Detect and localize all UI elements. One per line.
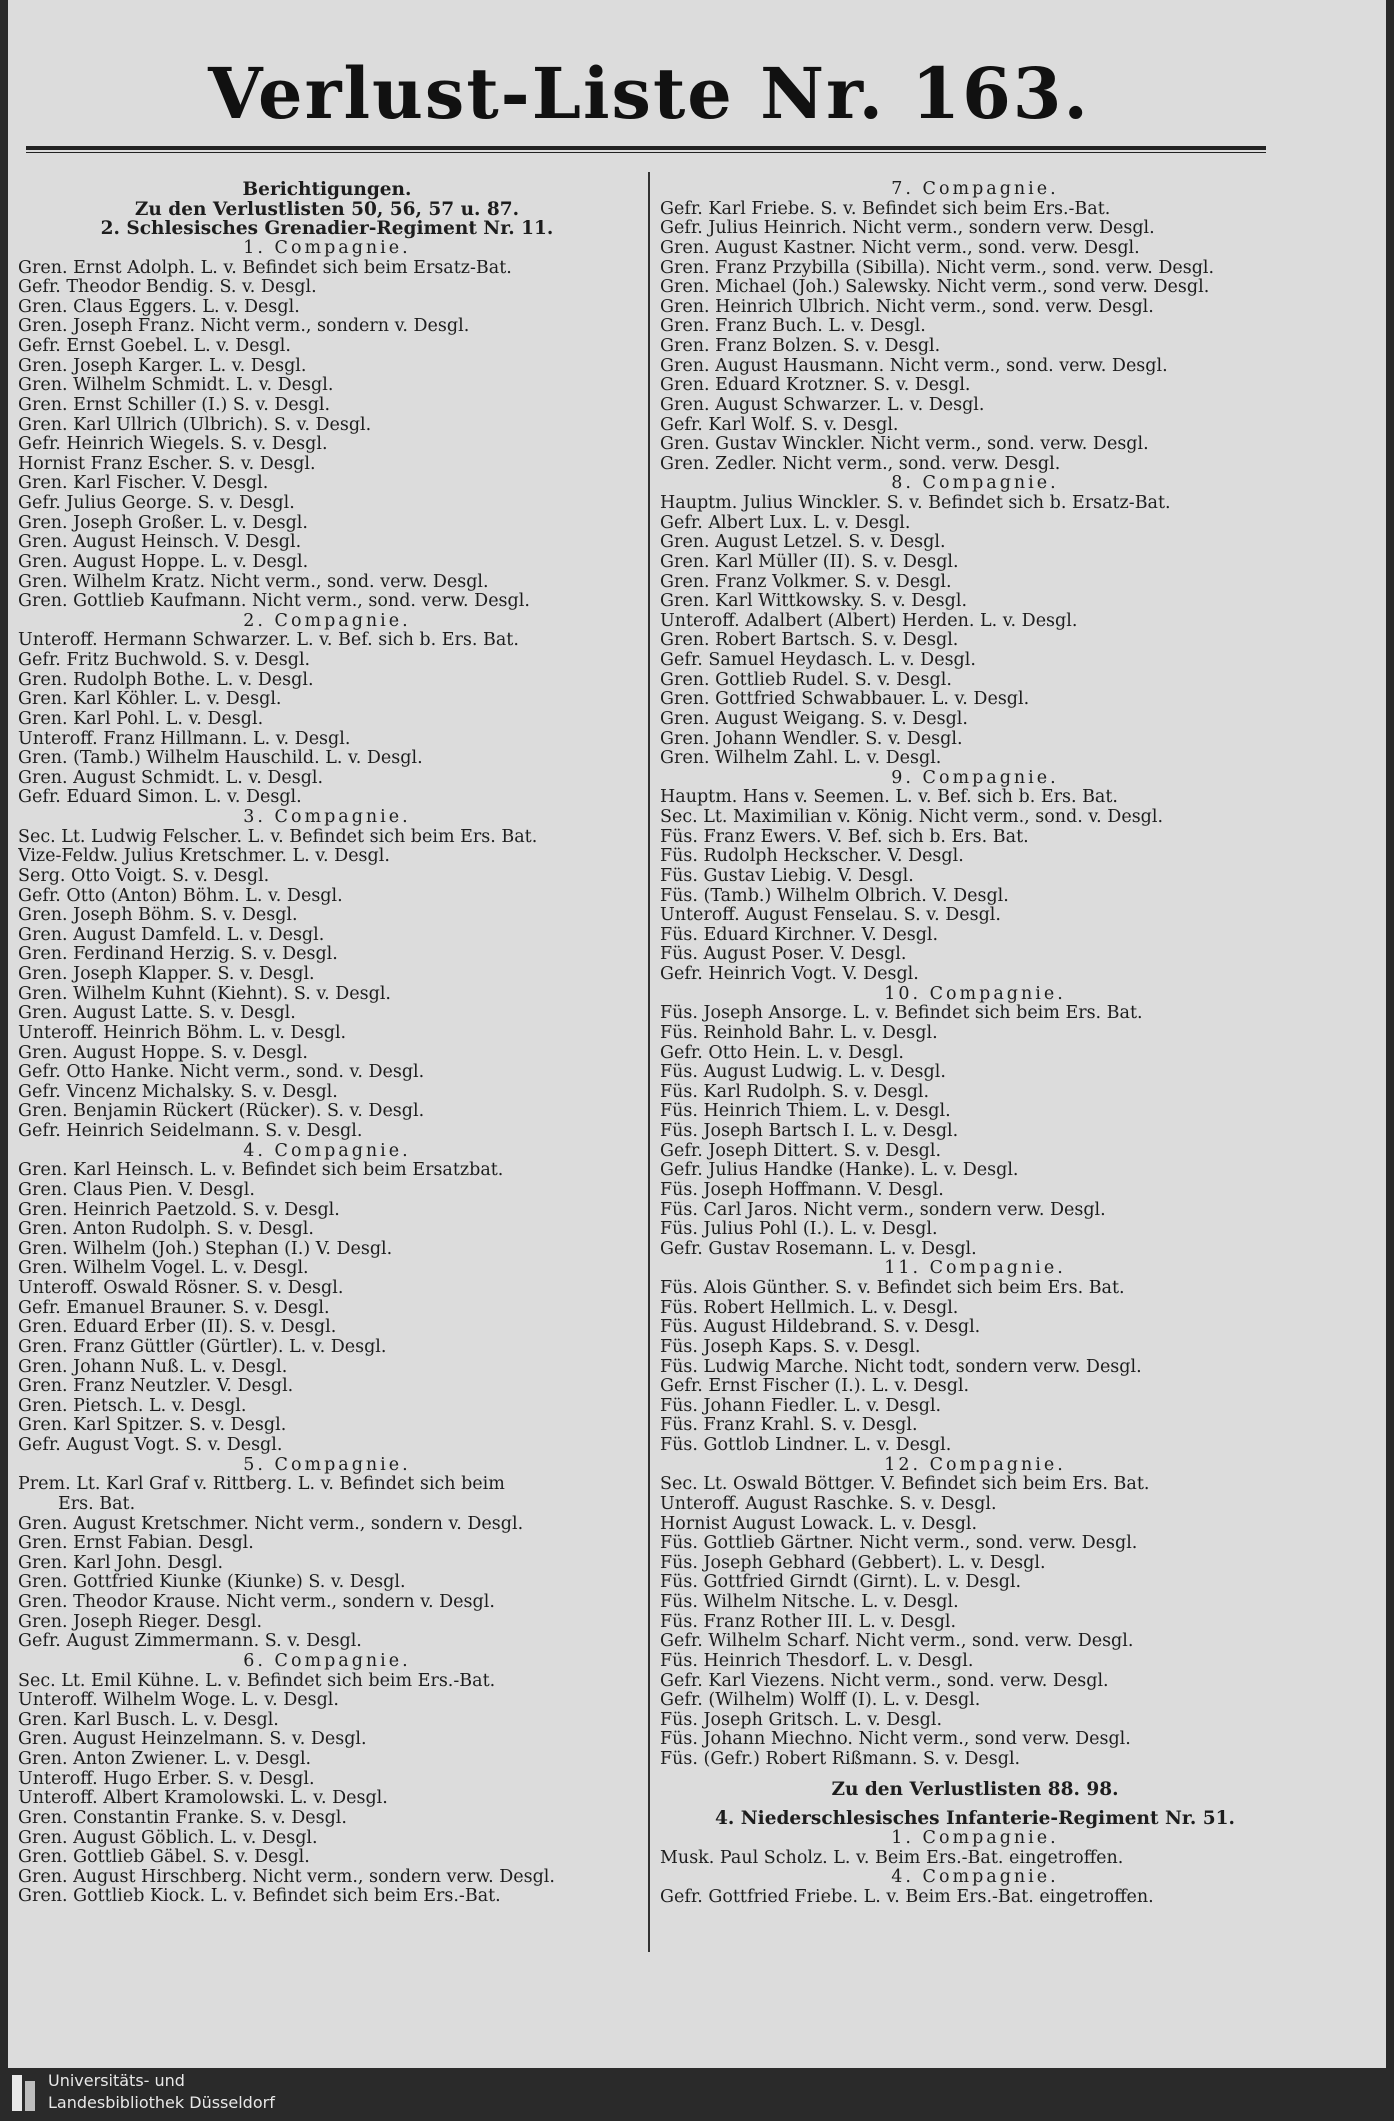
list-entry: Gren. August Damfeld. L. v. Desgl. [18, 925, 325, 945]
company-heading: 4. Compagnie. [243, 1141, 411, 1161]
list-entry: Füs. Joseph Gritsch. L. v. Desgl. [660, 1710, 943, 1730]
list-entry: Gren. Wilhelm Vogel. L. v. Desgl. [18, 1259, 309, 1279]
list-entry: Gefr. Eduard Simon. L. v. Desgl. [18, 788, 302, 808]
list-entry: Gren. Michael (Joh.) Salewsky. Nicht verm., sond verw. Desgl. [660, 278, 1210, 298]
title-rule [26, 146, 1266, 153]
list-entry: Gren. Pietsch. L. v. Desgl. [18, 1396, 247, 1416]
library-logo-icon [10, 2073, 38, 2113]
list-entry: Gren. August Hoppe. L. v. Desgl. [18, 552, 309, 572]
company-heading: 12. Compagnie. [884, 1455, 1066, 1475]
list-entry: Gren. Wilhelm Kuhnt (Kiehnt). S. v. Desgl. [18, 984, 391, 1004]
company-heading: 10. Compagnie. [884, 984, 1066, 1004]
list-entry: Unteroff. Oswald Rösner. S. v. Desgl. [18, 1279, 344, 1298]
list-entry: Gren. Gustav Winckler. Nicht verm., sond. verw. Desgl. [660, 435, 1149, 455]
list-entry: Füs. Alois Günther. S. v. Befindet sich beim Ers. Bat. [660, 1279, 1125, 1298]
list-entry: Gren. Karl Müller (II). S. v. Desgl. [660, 552, 959, 572]
list-entry: Füs. Karl Rudolph. S. v. Desgl. [660, 1082, 930, 1102]
list-entry: Gren. Joseph Großer. L. v. Desgl. [18, 513, 308, 533]
list-entry: Gren. Anton Rudolph. S. v. Desgl. [18, 1220, 314, 1240]
list-entry: Gren. Ernst Fabian. Desgl. [18, 1534, 254, 1554]
list-entry: Gren. August Hirschberg. Nicht verm., sondern verw. Desgl. [18, 1867, 555, 1887]
footer-text [48, 2070, 275, 2114]
list-entry: Gefr. Julius Handke (Hanke). L. v. Desgl. [660, 1161, 1019, 1181]
list-entry: Unteroff. Hermann Schwarzer. L. v. Bef. sich b. Ers. Bat. [18, 631, 519, 651]
list-entry: Gren. Heinrich Ulbrich. Nicht verm., sond. verw. Desgl. [660, 297, 1154, 317]
footer-line-1: Universitäts- und [48, 2071, 185, 2090]
list-entry: Gren. Joseph Karger. L. v. Desgl. [18, 356, 307, 376]
company-heading: 11. Compagnie. [884, 1259, 1066, 1279]
list-entry: Füs. Franz Krahl. S. v. Desgl. [660, 1416, 918, 1436]
section-heading: Zu den Verlustlisten 88. 98. [831, 1779, 1119, 1800]
list-entry: Gren. Rudolph Bothe. L. v. Desgl. [18, 670, 314, 690]
list-entry: Gren. Karl Spitzer. S. v. Desgl. [18, 1416, 287, 1436]
list-entry: Gren. Joseph Böhm. S. v. Desgl. [18, 906, 298, 926]
list-entry: Füs. Joseph Hoffmann. V. Desgl. [660, 1180, 944, 1200]
list-entry: Sec. Lt. Emil Kühne. L. v. Befindet sich beim Ers.-Bat. [18, 1671, 496, 1691]
section-heading: Zu den Verlustlisten 50, 56, 57 u. 87. [134, 199, 520, 220]
list-entry: Füs. Joseph Ansorge. L. v. Befindet sich beim Ers. Bat. [660, 1004, 1143, 1024]
list-entry: Gefr. Otto (Anton) Böhm. L. v. Desgl. [18, 886, 343, 906]
list-entry: Gren. Wilhelm Schmidt. L. v. Desgl. [18, 376, 334, 396]
list-entry: Unteroff. Franz Hillmann. L. v. Desgl. [18, 729, 351, 749]
list-entry: Gefr. Otto Hein. L. v. Desgl. [660, 1043, 904, 1063]
list-entry: Gren. August Letzel. S. v. Desgl. [660, 533, 946, 553]
left-column [18, 180, 636, 1907]
list-entry: Serg. Otto Voigt. S. v. Desgl. [18, 866, 270, 886]
list-entry: Gren. Gottlieb Kaufmann. Nicht verm., sond. verw. Desgl. [18, 592, 530, 612]
company-heading: 9. Compagnie. [891, 768, 1059, 788]
footer-line-2: Landesbibliothek Düsseldorf [48, 2093, 275, 2112]
list-entry-continuation: Ers. Bat. [58, 1494, 136, 1514]
spacer [660, 1799, 1290, 1809]
list-entry: Unteroff. Hugo Erber. S. v. Desgl. [18, 1769, 315, 1789]
list-entry: Gren. August Schmidt. L. v. Desgl. [18, 768, 324, 788]
list-entry: Füs. August Ludwig. L. v. Desgl. [660, 1063, 946, 1083]
list-entry: Gren. Constantin Franke. S. v. Desgl. [18, 1808, 347, 1828]
list-entry: Gren. Gottlieb Kiock. L. v. Befindet sich beim Ers.-Bat. [18, 1887, 501, 1907]
list-entry: Füs. Gottlieb Gärtner. Nicht verm., sond. verw. Desgl. [660, 1534, 1138, 1554]
list-entry: Gren. Franz Neutzler. V. Desgl. [18, 1377, 294, 1397]
list-entry: Gren. Franz Volkmer. S. v. Desgl. [660, 572, 952, 592]
list-entry: Gefr. Karl Wolf. S. v. Desgl. [660, 415, 899, 435]
list-entry: Sec. Lt. Maximilian v. König. Nicht verm., sond. v. Desgl. [660, 808, 1164, 827]
list-entry: Gren. Gottlieb Rudel. S. v. Desgl. [660, 670, 952, 690]
list-entry: Unteroff. Adalbert (Albert) Herden. L. v. Desgl. [660, 611, 1078, 631]
list-entry: Unteroff. Wilhelm Woge. L. v. Desgl. [18, 1691, 339, 1711]
list-entry: Gren. Franz Güttler (Gürtler). L. v. Desgl. [18, 1337, 387, 1357]
list-entry: Gren. August Kastner. Nicht verm., sond. verw. Desgl. [660, 238, 1140, 258]
list-entry: Unteroff. Heinrich Böhm. L. v. Desgl. [18, 1023, 347, 1043]
company-heading: 8. Compagnie. [891, 474, 1059, 494]
list-entry: Füs. Joseph Gebhard (Gebbert). L. v. Desgl. [660, 1553, 1046, 1573]
document-page [8, 0, 1386, 2068]
list-entry: Gren. Ernst Adolph. L. v. Befindet sich beim Ersatz-Bat. [18, 258, 512, 278]
list-entry: Gren. Karl Busch. L. v. Desgl. [18, 1710, 279, 1730]
list-entry: Gefr. Karl Friebe. S. v. Befindet sich beim Ers.-Bat. [660, 199, 1111, 219]
list-entry: Gefr. Gustav Rosemann. L. v. Desgl. [660, 1239, 977, 1259]
list-entry: Gren. Heinrich Paetzold. S. v. Desgl. [18, 1200, 340, 1220]
list-entry: Füs. Franz Ewers. V. Bef. sich b. Ers. Bat. [660, 827, 1029, 847]
list-entry: Gren. August Kretschmer. Nicht verm., sondern v. Desgl. [18, 1514, 524, 1534]
list-entry: Gren. August Schwarzer. L. v. Desgl. [660, 395, 985, 415]
list-entry: Gren. Claus Eggers. L. v. Desgl. [18, 297, 300, 317]
list-entry: Gren. Johann Wendler. S. v. Desgl. [660, 729, 963, 749]
list-entry: Gren. Joseph Franz. Nicht verm., sondern v. Desgl. [18, 317, 470, 337]
section-heading: Berichtigungen. [242, 180, 412, 200]
company-heading: 1. Compagnie. [243, 238, 411, 258]
list-entry: Gefr. Otto Hanke. Nicht verm., sond. v. Desgl. [18, 1063, 425, 1083]
list-entry: Füs. Gustav Liebig. V. Desgl. [660, 866, 914, 886]
list-entry: Füs. Eduard Kirchner. V. Desgl. [660, 925, 939, 945]
list-entry: Gefr. Joseph Dittert. S. v. Desgl. [660, 1141, 942, 1161]
list-entry: Gren. Karl Pohl. L. v. Desgl. [18, 709, 264, 729]
list-entry: Füs. Heinrich Thesdorf. L. v. Desgl. [660, 1651, 974, 1671]
list-entry: Gren. Karl Köhler. L. v. Desgl. [18, 690, 282, 710]
company-heading: 3. Compagnie. [243, 808, 411, 827]
list-entry: Gren. Benjamin Rückert (Rücker). S. v. Desgl. [18, 1102, 425, 1122]
list-entry: Gren. Eduard Erber (II). S. v. Desgl. [18, 1318, 337, 1338]
list-entry: Gefr. Albert Lux. L. v. Desgl. [660, 513, 911, 533]
list-entry: Füs. Johann Fiedler. L. v. Desgl. [660, 1396, 942, 1416]
list-entry: Gefr. Karl Viezens. Nicht verm., sond. verw. Desgl. [660, 1671, 1109, 1691]
list-entry: Füs. August Poser. V. Desgl. [660, 945, 907, 965]
list-entry: Unteroff. August Fenselau. S. v. Desgl. [660, 906, 1001, 926]
list-entry: Füs. Franz Rother III. L. v. Desgl. [660, 1612, 957, 1632]
list-entry: Gren. August Heinsch. V. Desgl. [18, 533, 302, 553]
list-entry: Gefr. Samuel Heydasch. L. v. Desgl. [660, 651, 976, 670]
company-heading: 7. Compagnie. [891, 180, 1059, 199]
list-entry: Gefr. Fritz Buchwold. S. v. Desgl. [18, 651, 311, 670]
list-entry: Füs. Robert Hellmich. L. v. Desgl. [660, 1298, 959, 1318]
list-entry: Gefr. Gottfried Friebe. L. v. Beim Ers.-Bat. eingetroffen. [660, 1887, 1154, 1907]
list-entry: Gren. Wilhelm (Joh.) Stephan (I.) V. Desgl. [18, 1239, 393, 1259]
list-entry: Gren. August Göblich. L. v. Desgl. [18, 1828, 318, 1848]
list-entry: Gren. Joseph Rieger. Desgl. [18, 1612, 263, 1632]
list-entry: Gren. August Weigang. S. v. Desgl. [660, 709, 968, 729]
list-entry: Gefr. Julius Heinrich. Nicht verm., sondern verw. Desgl. [660, 219, 1155, 239]
list-entry: Gren. Franz Bolzen. S. v. Desgl. [660, 337, 941, 356]
list-entry: Hornist Franz Escher. S. v. Desgl. [18, 454, 316, 474]
list-entry: Gefr. Heinrich Vogt. V. Desgl. [660, 965, 919, 984]
list-entry: Gren. August Hausmann. Nicht verm., sond. verw. Desgl. [660, 356, 1168, 376]
list-entry: Hornist August Lowack. L. v. Desgl. [660, 1514, 978, 1534]
page-title: Verlust-Liste Nr. 163. [208, 52, 1090, 135]
list-entry: Prem. Lt. Karl Graf v. Rittberg. L. v. Befindet sich beim [18, 1475, 505, 1495]
list-entry: Füs. Julius Pohl (I.). L. v. Desgl. [660, 1220, 938, 1240]
list-entry: Gren. Eduard Krotzner. S. v. Desgl. [660, 376, 971, 396]
list-entry: Gefr. Vincenz Michalsky. S. v. Desgl. [18, 1082, 338, 1102]
list-entry: Füs. Ludwig Marche. Nicht todt, sondern verw. Desgl. [660, 1357, 1142, 1377]
list-entry: Gren. Franz Przybilla (Sibilla). Nicht verm., sond. verw. Desgl. [660, 258, 1215, 278]
list-entry: Gren. Theodor Krause. Nicht verm., sondern v. Desgl. [18, 1593, 495, 1612]
list-entry: Gefr. Heinrich Seidelmann. S. v. Desgl. [18, 1122, 363, 1141]
list-entry: Gren. Johann Nuß. L. v. Desgl. [18, 1357, 288, 1377]
list-entry: Gefr. Ernst Goebel. L. v. Desgl. [18, 337, 291, 356]
list-entry: Gren. Karl Fischer. V. Desgl. [18, 474, 269, 494]
list-entry: Füs. Wilhelm Nitsche. L. v. Desgl. [660, 1593, 959, 1612]
list-entry: Gren. Ernst Schiller (I.) S. v. Desgl. [18, 395, 331, 415]
list-entry: Hauptm. Julius Winckler. S. v. Befindet sich b. Ersatz-Bat. [660, 494, 1171, 513]
column-divider [648, 172, 650, 1952]
list-entry: Gren. August Latte. S. v. Desgl. [18, 1004, 296, 1024]
list-entry: Gren. Claus Pien. V. Desgl. [18, 1180, 255, 1200]
list-entry: Füs. Rudolph Heckscher. V. Desgl. [660, 847, 964, 867]
list-entry: Gefr. (Wilhelm) Wolff (I). L. v. Desgl. [660, 1691, 981, 1711]
company-heading: 6. Compagnie. [243, 1651, 411, 1671]
company-heading: 5. Compagnie. [243, 1455, 411, 1475]
list-entry: Gefr. Theodor Bendig. S. v. Desgl. [18, 278, 317, 298]
list-entry: Musk. Paul Scholz. L. v. Beim Ers.-Bat. eingetroffen. [660, 1848, 1124, 1868]
list-entry: Füs. Gottfried Girndt (Girnt). L. v. Desgl. [660, 1573, 1022, 1593]
list-entry: Füs. Reinhold Bahr. L. v. Desgl. [660, 1023, 938, 1043]
list-entry: Gren. Karl Wittkowsky. S. v. Desgl. [660, 592, 968, 612]
list-entry: Gren. Joseph Klapper. S. v. Desgl. [18, 965, 315, 984]
list-entry: Gren. Gottlieb Gäbel. S. v. Desgl. [18, 1848, 310, 1868]
list-entry: Gefr. Ernst Fischer (I.). L. v. Desgl. [660, 1377, 970, 1397]
section-heading: 2. Schlesisches Grenadier-Regiment Nr. 11. [100, 219, 554, 239]
list-entry: Sec. Lt. Ludwig Felscher. L. v. Befindet sich beim Ers. Bat. [18, 827, 538, 847]
list-entry: Füs. (Tamb.) Wilhelm Olbrich. V. Desgl. [660, 886, 1009, 906]
list-entry: Füs. Heinrich Thiem. L. v. Desgl. [660, 1102, 951, 1122]
list-entry: Gren. Wilhelm Zahl. L. v. Desgl. [660, 749, 942, 769]
right-column [660, 180, 1290, 1907]
list-entry: Unteroff. Albert Kramolowski. L. v. Desgl. [18, 1789, 388, 1809]
list-entry: Gren. Anton Zwiener. L. v. Desgl. [18, 1750, 312, 1769]
list-entry: Gren. Ferdinand Herzig. S. v. Desgl. [18, 945, 338, 965]
list-entry: Gren. Gottfried Schwabbauer. L. v. Desgl. [660, 690, 1030, 710]
list-entry: Füs. Joseph Kaps. S. v. Desgl. [660, 1337, 921, 1357]
list-entry: Gren. Karl John. Desgl. [18, 1553, 224, 1573]
list-entry: Gren. August Hoppe. S. v. Desgl. [18, 1043, 308, 1063]
list-entry: Gren. Karl Heinsch. L. v. Befindet sich beim Ersatzbat. [18, 1161, 504, 1181]
list-entry: Gefr. Heinrich Wiegels. S. v. Desgl. [18, 435, 328, 455]
spacer [660, 1770, 1290, 1780]
list-entry: Füs. Carl Jaros. Nicht verm., sondern verw. Desgl. [660, 1200, 1106, 1220]
list-entry: Gren. Gottfried Kiunke (Kiunke) S. v. Desgl. [18, 1573, 406, 1593]
list-entry: Gefr. Wilhelm Scharf. Nicht verm., sond. verw. Desgl. [660, 1632, 1134, 1652]
list-entry: Füs. Joseph Bartsch I. L. v. Desgl. [660, 1122, 959, 1141]
list-entry: Gefr. August Vogt. S. v. Desgl. [18, 1436, 283, 1455]
company-heading: 4. Compagnie. [891, 1868, 1059, 1888]
list-entry: Sec. Lt. Oswald Böttger. V. Befindet sich beim Ers. Bat. [660, 1475, 1150, 1495]
list-entry: Gren. Franz Buch. L. v. Desgl. [660, 317, 926, 337]
list-entry: Hauptm. Hans v. Seemen. L. v. Bef. sich b. Ers. Bat. [660, 788, 1118, 808]
list-entry: Füs. Gottlob Lindner. L. v. Desgl. [660, 1436, 952, 1455]
company-heading: 1. Compagnie. [891, 1828, 1059, 1848]
list-entry: Gefr. August Zimmermann. S. v. Desgl. [18, 1632, 362, 1652]
list-entry: Gefr. Emanuel Brauner. S. v. Desgl. [18, 1298, 330, 1318]
list-entry: Gren. Wilhelm Kratz. Nicht verm., sond. verw. Desgl. [18, 572, 489, 592]
list-entry: Unteroff. August Raschke. S. v. Desgl. [660, 1494, 997, 1514]
company-heading: 2. Compagnie. [243, 611, 411, 631]
list-entry: Füs. (Gefr.) Robert Rißmann. S. v. Desgl. [660, 1750, 1021, 1769]
section-heading: 4. Niederschlesisches Infanterie-Regiment Nr. 51. [715, 1809, 1235, 1829]
list-entry: Gren. Karl Ullrich (Ulbrich). S. v. Desgl. [18, 415, 372, 435]
list-entry: Gren. August Heinzelmann. S. v. Desgl. [18, 1730, 367, 1750]
list-entry: Gren. (Tamb.) Wilhelm Hauschild. L. v. Desgl. [18, 749, 423, 769]
list-entry: Füs. Johann Miechno. Nicht verm., sond verw. Desgl. [660, 1730, 1131, 1750]
list-entry: Gren. Zedler. Nicht verm., sond. verw. Desgl. [660, 454, 1061, 474]
list-entry: Füs. August Hildebrand. S. v. Desgl. [660, 1318, 981, 1338]
list-entry: Gefr. Julius George. S. v. Desgl. [18, 494, 295, 513]
list-entry: Gren. Robert Bartsch. S. v. Desgl. [660, 631, 959, 651]
list-entry: Vize-Feldw. Julius Kretschmer. L. v. Desgl. [18, 847, 390, 867]
